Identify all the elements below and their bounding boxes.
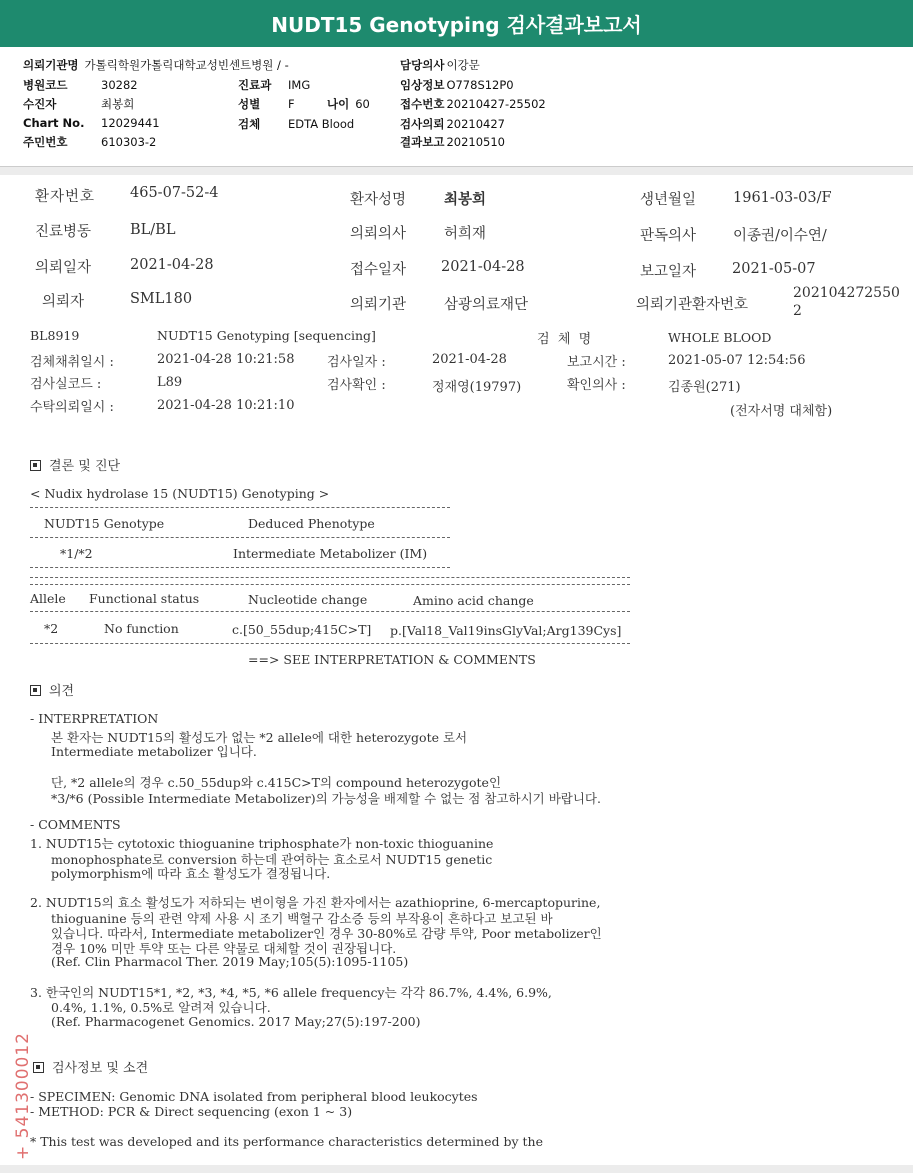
rule xyxy=(30,567,450,568)
info-clinical: 임상정보 O778S12P0 xyxy=(400,78,514,92)
receipt-date-label: 접수일자 xyxy=(350,262,407,278)
info-request-date: 검사의뢰 20210427 xyxy=(400,117,505,131)
info-institution: 의뢰기관명 가톨릭학원가톨릭대학교성빈센트병원 / - xyxy=(23,58,289,72)
rule xyxy=(30,577,630,578)
confirm-label: 검사확인 : xyxy=(327,378,386,393)
genotype-value: *1/*2 xyxy=(60,546,93,561)
h-nucleotide: Nucleotide change xyxy=(248,592,368,607)
patient-name-label: 환자성명 xyxy=(350,192,407,208)
conclusion-subtitle: < Nudix hydrolase 15 (NUDT15) Genotyping > xyxy=(30,486,330,501)
comment-line: 있습니다. 따라서, Intermediate metabolizer인 경우 30-80%로 감량 투약, Poor metabolizer인 xyxy=(51,926,602,941)
inst-patient-no-value-2: 2 xyxy=(793,303,802,319)
note-line: * This test was developed and its performance characteristics determined by the xyxy=(30,1134,543,1149)
info-resident-no: 주민번호 610303-2 xyxy=(23,135,157,149)
consign-value: 2021-04-28 10:21:10 xyxy=(157,398,295,413)
interp-heading: - INTERPRETATION xyxy=(30,711,159,726)
scanned-report xyxy=(0,175,913,1165)
comment-line: (Ref. Clin Pharmacol Ther. 2019 May;105(5):1095-1105) xyxy=(51,954,409,969)
inst-patient-no-value: 202104272550 xyxy=(793,285,900,301)
side-stamp-graphic xyxy=(10,1018,34,1160)
separator xyxy=(0,167,913,175)
consign-label: 수탁의뢰일시 : xyxy=(30,400,114,415)
opinion-heading: 의견 xyxy=(30,680,74,699)
comment-line: 경우 10% 미만 투약 또는 다른 약물로 대체할 것이 권장됩니다. xyxy=(51,941,397,956)
test-name: NUDT15 Genotyping [sequencing] xyxy=(157,328,376,343)
info-receipt-no: 접수번호 20210427-25502 xyxy=(400,97,546,111)
side-stamp-text: + 541300012 xyxy=(13,1032,33,1160)
specimen-name-label: 검 체 명 xyxy=(537,332,592,347)
comment-line: 2. NUDT15의 효소 활성도가 저하되는 변이형을 가진 환자에서는 azathioprine, 6-mercaptopurine, xyxy=(30,895,601,910)
requester-value: SML180 xyxy=(130,291,193,307)
side-stamp xyxy=(10,1018,34,1160)
report-date-value: 2021-05-07 xyxy=(732,261,816,277)
rule xyxy=(30,584,630,585)
h-amino: Amino acid change xyxy=(413,593,534,608)
confirm-value: 정재영(19797) xyxy=(432,380,522,395)
exam-date-label: 검사일자 : xyxy=(327,355,386,370)
nucleotide-value: c.[50_55dup;415C>T] xyxy=(232,622,372,637)
comment-line: 3. 한국인의 NUDT15*1, *2, *3, *4, *5, *6 allele frequency는 각각 86.7%, 4.4%, 6.9%, xyxy=(30,985,552,1000)
interp-line: *3/*6 (Possible Intermediate Metabolizer)의 가능성을 배제할 수 없는 점 참고하시기 바랍니다. xyxy=(51,791,601,806)
ref-doctor-label: 의뢰의사 xyxy=(350,226,407,242)
report-time-value: 2021-05-07 12:54:56 xyxy=(668,353,806,368)
info-examinee: 수진자 최봉희 xyxy=(23,97,135,111)
rule xyxy=(30,611,630,612)
patient-name-value: 최봉희 xyxy=(444,191,487,208)
test-code: BL8919 xyxy=(30,328,80,343)
section-box-icon xyxy=(33,1062,44,1073)
specimen-line: - SPECIMEN: Genomic DNA isolated from peripheral blood leukocytes xyxy=(30,1089,478,1104)
section-box-icon xyxy=(30,685,41,696)
info-report-date: 결과보고 20210510 xyxy=(400,135,505,149)
section-box-icon xyxy=(30,460,41,471)
amino-value: p.[Val18_Val19insGlyVal;Arg139Cys] xyxy=(390,623,622,638)
receipt-date-value: 2021-04-28 xyxy=(441,259,525,275)
room-code-label: 검사실코드 : xyxy=(30,377,102,392)
details-heading: 검사정보 및 소견 xyxy=(33,1057,148,1076)
h-status: Functional status xyxy=(89,591,200,606)
info-chart-no: Chart No. 12029441 xyxy=(23,116,160,130)
patient-no-value: 465-07-52-4 xyxy=(130,185,219,201)
report-title: NUDT15 Genotyping 검사결과보고서 xyxy=(0,0,913,47)
phenotype-value: Intermediate Metabolizer (IM) xyxy=(233,546,428,561)
comments-heading: - COMMENTS xyxy=(30,817,121,832)
separator xyxy=(0,1165,913,1173)
info-attending-doctor: 담당의사 이강문 xyxy=(400,58,480,72)
info-specimen: 검체 EDTA Blood xyxy=(238,117,355,131)
collect-label: 검체채취일시 : xyxy=(30,355,114,370)
birth-label: 생년월일 xyxy=(640,192,697,208)
order-info-panel xyxy=(0,47,913,167)
report-date-label: 보고일자 xyxy=(640,264,697,280)
reading-doctor-label: 판독의사 xyxy=(640,228,697,244)
rule xyxy=(30,507,450,508)
comment-line: polymorphism에 따라 효소 활성도가 결정됩니다. xyxy=(51,866,331,881)
info-age: 나이 60 xyxy=(327,97,370,111)
allele-value: *2 xyxy=(44,621,59,636)
ward-value: BL/BL xyxy=(130,222,176,238)
room-code-value: L89 xyxy=(157,375,183,390)
collect-value: 2021-04-28 10:21:58 xyxy=(157,352,295,367)
comment-line: 1. NUDT15는 cytotoxic thioguanine triphosphate가 non-toxic thioguanine xyxy=(30,836,494,851)
method-line: - METHOD: PCR & Direct sequencing (exon 1 ~ 3) xyxy=(30,1104,353,1119)
comment-line: 0.4%, 1.1%, 0.5%로 알려져 있습니다. xyxy=(51,1000,271,1015)
conclusion-heading: 결론 및 진단 xyxy=(30,455,120,474)
request-date-label: 의뢰일자 xyxy=(35,260,92,276)
comment-line: monophosphate로 conversion 하는데 관여하는 효소로서 NUDT15 genetic xyxy=(51,852,493,867)
interp-line: 본 환자는 NUDT15의 활성도가 없는 *2 allele에 대한 heterozygote 로서 xyxy=(51,730,468,745)
institution-value: 삼광의료재단 xyxy=(444,297,529,313)
interp-line: 단, *2 allele의 경우 c.50_55dup와 c.415C>T의 compound heterozygote인 xyxy=(51,775,502,790)
info-department: 진료과 IMG xyxy=(238,78,311,92)
h-allele: Allele xyxy=(30,591,66,606)
ref-doctor-value: 허희재 xyxy=(444,226,487,242)
interp-line: Intermediate metabolizer 입니다. xyxy=(51,744,257,759)
info-sex: 성별 F xyxy=(238,97,295,111)
rule xyxy=(30,537,450,538)
patient-no: 환자번호 xyxy=(35,189,96,205)
esign-note: (전자서명 대체함) xyxy=(730,404,833,419)
status-value: No function xyxy=(104,621,179,636)
col-phenotype: Deduced Phenotype xyxy=(248,516,375,531)
inst-patient-no-label: 의뢰기관환자번호 xyxy=(636,297,749,313)
report-time-label: 보고시간 : xyxy=(567,355,626,370)
requester-label: 의뢰자 xyxy=(42,294,85,310)
specimen-name-value: WHOLE BLOOD xyxy=(668,330,772,345)
reading-doctor-value: 이종권/이수연/ xyxy=(733,228,827,244)
confirm-doctor-value: 김종원(271) xyxy=(668,380,741,395)
col-genotype: NUDT15 Genotype xyxy=(44,516,165,531)
birth-value: 1961-03-03/F xyxy=(733,190,832,206)
rule xyxy=(30,643,630,644)
see-note: ==> SEE INTERPRETATION & COMMENTS xyxy=(248,652,536,667)
comment-line: (Ref. Pharmacogenet Genomics. 2017 May;27(5):197-200) xyxy=(51,1014,421,1029)
exam-date-value: 2021-04-28 xyxy=(432,352,507,367)
institution-label: 의뢰기관 xyxy=(350,297,407,313)
request-date-value: 2021-04-28 xyxy=(130,257,214,273)
confirm-doctor-label: 확인의사 : xyxy=(567,378,626,393)
ward-label: 진료병동 xyxy=(35,224,92,240)
comment-line: thioguanine 등의 관련 약제 사용 시 조기 백혈구 감소증 등의 부작용이 흔하다고 보고된 바 xyxy=(51,911,553,926)
info-hospital-code: 병원코드 30282 xyxy=(23,78,138,92)
